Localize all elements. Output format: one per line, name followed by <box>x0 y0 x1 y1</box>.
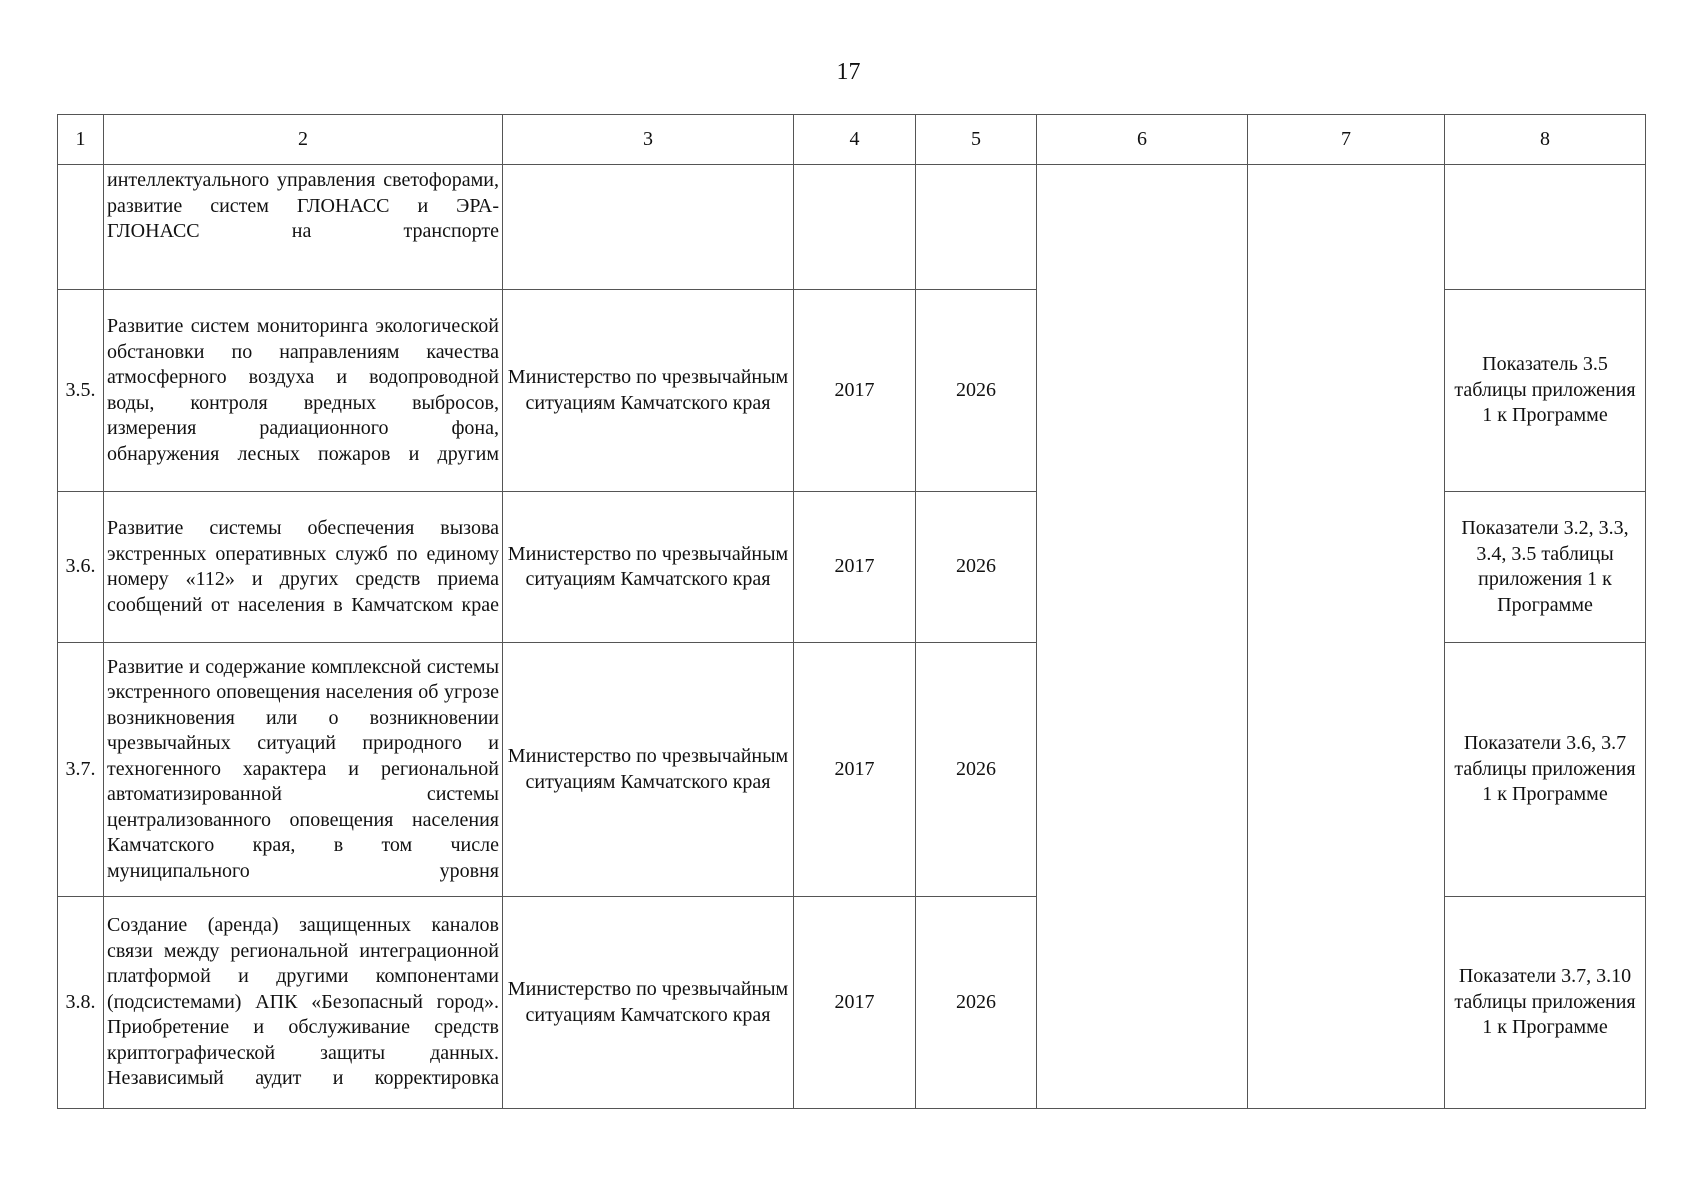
indicator: Показатели 3.7, 3.10 таблицы приложения 1 к Программе <box>1445 897 1646 1109</box>
executor: Министерство по чрезвычайным ситуациям Камчатского края <box>503 492 794 643</box>
end-year: 2026 <box>916 290 1037 492</box>
start-year: 2017 <box>794 897 916 1109</box>
executor: Министерство по чрезвычайным ситуациям Камчатского края <box>503 290 794 492</box>
header-cell-3: 3 <box>503 115 794 165</box>
row-number: 3.6. <box>58 492 104 643</box>
activity-description: Создание (аренда) защищенных каналов связи между региональной интеграционной платформой и другими компонентами (подсистемами) АПК «Безопасный город». Приобретение и обслуживание средств криптографической защиты данных. Независимый аудит и корректировка <box>104 897 503 1109</box>
header-cell-7: 7 <box>1248 115 1445 165</box>
activity-description: Развитие системы обеспечения вызова экстренных оперативных служб по единому номеру «112» и других средств приема сообщений от населения в Камчатском крае <box>104 492 503 643</box>
header-cell-1: 1 <box>58 115 104 165</box>
program-activities-table <box>57 114 1646 1109</box>
page-number: 17 <box>836 59 861 85</box>
indicator <box>1445 165 1646 290</box>
header-cell-6: 6 <box>1037 115 1248 165</box>
row-number: 3.7. <box>58 643 104 897</box>
end-year: 2026 <box>916 492 1037 643</box>
start-year: 2017 <box>794 492 916 643</box>
start-year <box>794 165 916 290</box>
executor <box>503 165 794 290</box>
header-row <box>58 115 1646 165</box>
end-year: 2026 <box>916 897 1037 1109</box>
activity-description: Развитие и содержание комплексной системы экстренного оповещения населения об угрозе возникновения или о возникновении чрезвычайных ситуаций природного и техногенного характера и региональной автоматизированной системы централизованного оповещения населения Камчатского края, в том числе муниципального уровня <box>104 643 503 897</box>
activity-description: Развитие систем мониторинга экологической обстановки по направлениям качества атмосферного воздуха и водопроводной воды, контроля вредных выбросов, измерения радиационного фона, обнаружения лесных пожаров и другим <box>104 290 503 492</box>
header-cell-4: 4 <box>794 115 916 165</box>
header-cell-5: 5 <box>916 115 1037 165</box>
indicator: Показатель 3.5 таблицы приложения 1 к Программе <box>1445 290 1646 492</box>
indicator: Показатели 3.6, 3.7 таблицы приложения 1 к Программе <box>1445 643 1646 897</box>
row-number: 3.5. <box>58 290 104 492</box>
end-year: 2026 <box>916 643 1037 897</box>
start-year: 2017 <box>794 643 916 897</box>
column-6-merged-cell <box>1037 165 1248 1109</box>
executor: Министерство по чрезвычайным ситуациям Камчатского края <box>503 643 794 897</box>
end-year <box>916 165 1037 290</box>
activity-description: интеллектуального управления светофорами, развитие систем ГЛОНАСС и ЭРА-ГЛОНАСС на транспорте <box>104 165 503 290</box>
row-number: 3.8. <box>58 897 104 1109</box>
header-cell-2: 2 <box>104 115 503 165</box>
column-7-merged-cell <box>1248 165 1445 1109</box>
table-row <box>58 165 1646 290</box>
header-cell-8: 8 <box>1445 115 1646 165</box>
row-number <box>58 165 104 290</box>
executor: Министерство по чрезвычайным ситуациям Камчатского края <box>503 897 794 1109</box>
indicator: Показатели 3.2, 3.3, 3.4, 3.5 таблицы приложения 1 к Программе <box>1445 492 1646 643</box>
start-year: 2017 <box>794 290 916 492</box>
